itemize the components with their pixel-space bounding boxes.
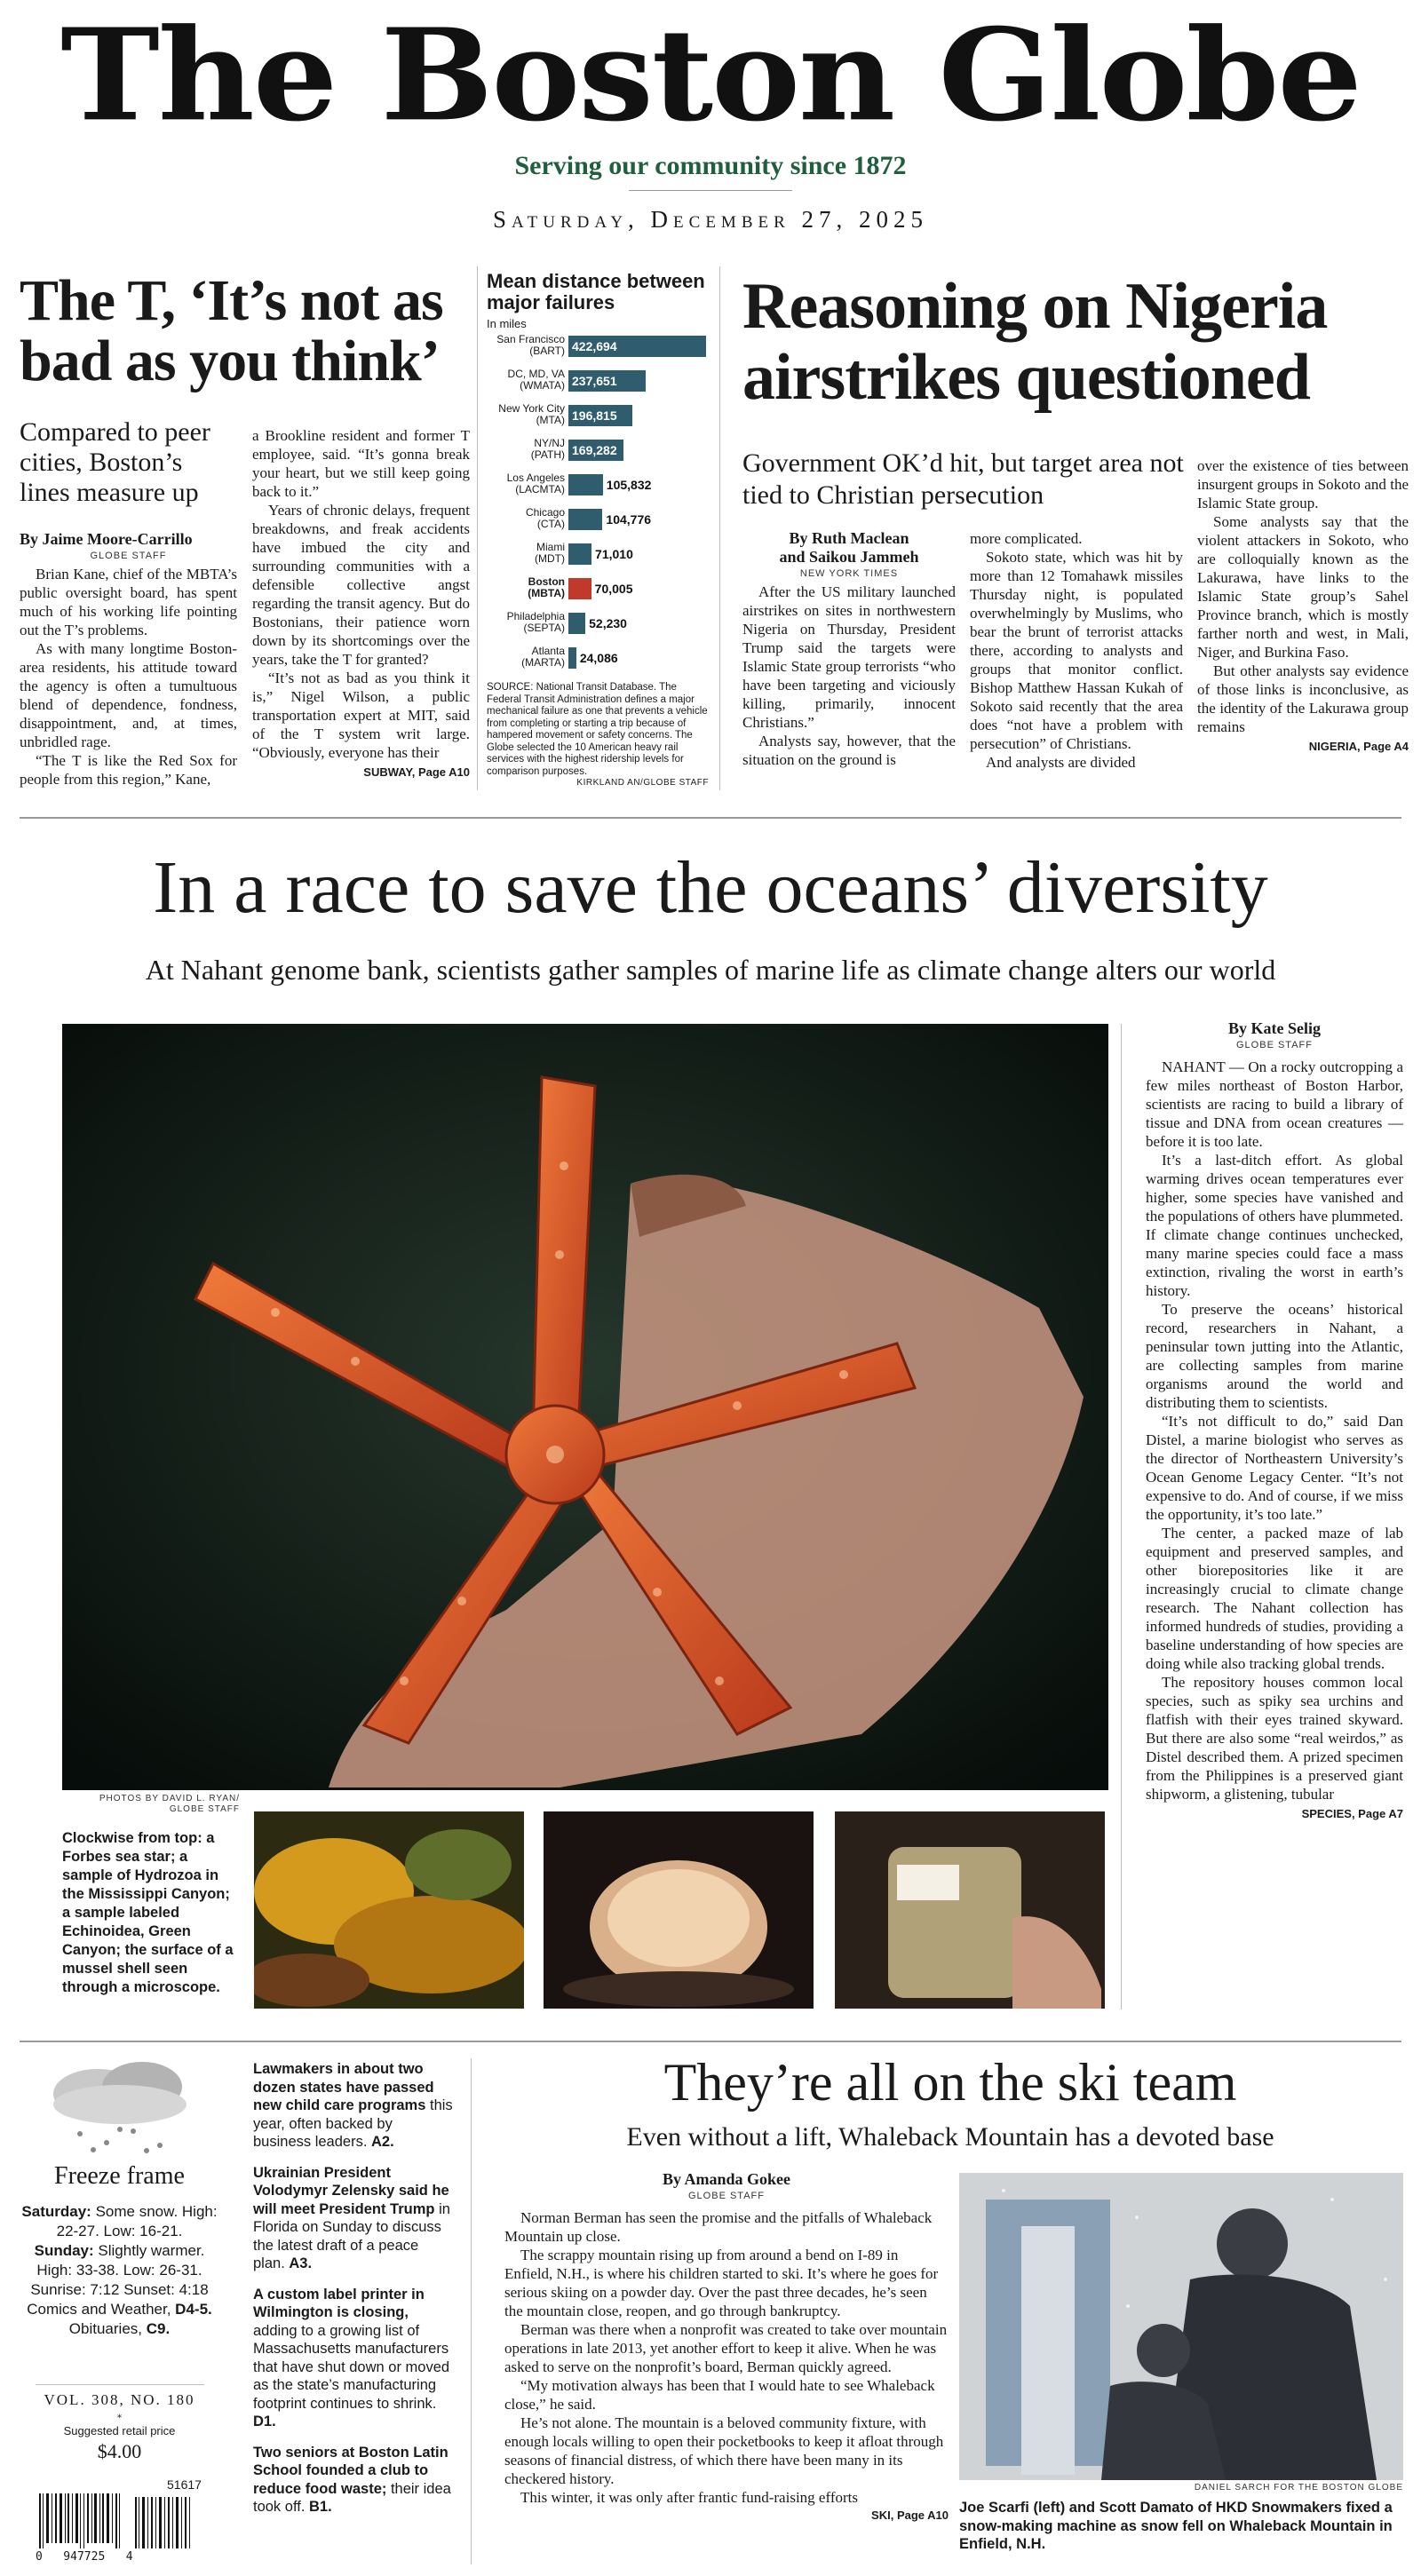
brief-page: D1. [253, 2414, 276, 2429]
staff-credit: GLOBE STAFF [1236, 1040, 1313, 1050]
obituaries-index [20, 2319, 219, 2339]
deck-oceans: At Nahant genome bank, scientists gather samples of marine life as climate change alters our world [145, 954, 1276, 986]
brief-page: A3. [289, 2255, 313, 2271]
chart-value-label: 70,005 [594, 582, 633, 596]
paragraph: Brian Kane, chief of the MBTA’s public oversight board, has spent much of his working life pointing out the T’s problems. [20, 566, 237, 638]
transit-col-2 [252, 426, 470, 779]
weather-day: Saturday: [21, 2203, 91, 2220]
nigeria-col-1 [742, 529, 956, 769]
transit-failure-chart [487, 271, 709, 786]
headline-oceans[interactable]: In a race to save the oceans’ diversity [153, 846, 1268, 929]
paragraph: After the US military launched airstrikes on sites in northwestern Nigeria on Thursday, President Trump said the targets were Islamic State group terrorists “who have been targeting and viciously killing, primarily, innocent Christians.” [742, 583, 956, 731]
transit-body-1 [20, 565, 237, 789]
deck-transit: Compared to peer cities, Boston’s lines measure up [20, 417, 210, 507]
chart-category-label: NY/NJ (PATH) [530, 437, 565, 461]
transit-body-2 [252, 426, 470, 762]
byline-ski: By Amanda Gokee [662, 2170, 791, 2188]
brief-text: in Florida on Sunday to discuss the latest draft of a peace plan. [253, 2200, 450, 2271]
headline-ski[interactable]: They’re all on the ski team [663, 2053, 1237, 2112]
brief-lead: Lawmakers in about two dozen states have passed new child care programs [253, 2061, 434, 2113]
weather-saturday [20, 2202, 219, 2241]
weather-icon-graphic [36, 2058, 204, 2156]
nigeria-col-2 [970, 529, 1183, 772]
chart-row [487, 642, 709, 677]
paragraph: It’s a last-ditch effort. As global warming drives ocean temperatures ever higher, some species have vanished and the populations of others have plummeted. If climate change continues unchecked, many marine species could face a mass extinction, rivaling the worst in earth’s history. [1146, 1152, 1403, 1299]
brief-item[interactable] [253, 2444, 453, 2517]
chart-row [487, 330, 709, 365]
transit-col-1 [20, 530, 237, 789]
snow-cloud-icon [36, 2058, 204, 2156]
weather-text: Slightly warmer. High: 33-38. Low: 26-31. [36, 2242, 205, 2279]
paragraph: He’s not alone. The mountain is a beloved community fixture, with enough locals willing to open their pocketbooks to keep it afloat through seasons of financial distress, of which there have been many in its checkered history. [504, 2414, 944, 2487]
paragraph: over the existence of ties between insurgent groups in Sokoto and the Islamic State group. [1197, 457, 1409, 511]
brief-item[interactable] [253, 2286, 453, 2431]
comics-index [20, 2300, 219, 2319]
section-divider [20, 817, 1401, 819]
weather-sunday [20, 2241, 219, 2280]
chart-category-label: Philadelphia (SEPTA) [506, 610, 565, 634]
chart-row [487, 469, 709, 503]
nigeria-body-2 [970, 529, 1183, 772]
paragraph: NAHANT — On a rocky outcropping a few miles northeast of Boston Harbor, scientists are racing to build a library of tissue and DNA from ocean creatures — before it is too late. [1146, 1058, 1403, 1150]
chart-row [487, 538, 709, 573]
paragraph: To preserve the oceans’ historical record, researchers in Nahant, a peninsular town jutting into the Atlantic, are collecting samples from marine organisms around the world and distributing them to scientists. [1146, 1301, 1403, 1411]
photo-caption: Clockwise from top: a Forbes sea star; a sample of Hydrozoa in the Mississippi Canyon; a sample labeled Echinoidea, Green Canyon; the surface of a mussel shell seen through a microscope. [62, 1830, 234, 1995]
nigeria-body-3 [1197, 456, 1409, 736]
paragraph: a Brookline resident and former T employee, said. “It’s gonna break your heart, but we still keep going back to it.” [252, 427, 470, 500]
index-page[interactable]: D4-5. [175, 2301, 212, 2318]
chart-bar [568, 613, 585, 634]
chart-row [487, 503, 709, 538]
chart-bar [568, 474, 603, 495]
brief-text: this year, often backed by business leaders. [253, 2097, 453, 2150]
chart-bar [568, 578, 591, 599]
photo-credit [62, 1794, 240, 1815]
paragraph: “It’s not as bad as you think it is,” Nigel Wilson, a public transportation expert at MIT, said of the T system writ large. “Obviously, everyone has their [252, 670, 470, 761]
paragraph: The repository houses common local species, such as spiky sea urchins and flatfish with their eyes trained skyward. But there are also some “real weirdos,” as Distel described them. A prized specimen from the Philippines is a preserved giant shipworm, a glistening, tubular [1146, 1674, 1403, 1803]
chart-credit: KIRKLAND AN/GLOBE STAFF [576, 778, 709, 788]
brief-text: adding to a growing list of Massachusetts manufacturers that have shut down or moved as the state’s manufacturing footprint continues to shrink. [253, 2322, 450, 2412]
chart-bar [568, 509, 602, 530]
chart-category-label: Boston (MBTA) [528, 575, 565, 599]
chart-value-label: 24,086 [579, 651, 618, 665]
chart-category-label: Chicago (CTA) [525, 506, 565, 530]
volume-number: VOL. 308, NO. 180 [44, 2391, 195, 2408]
brief-text: their idea took off. [253, 2480, 451, 2515]
photo-credit: DANIEL SARCH FOR THE BOSTON GLOBE [1194, 2483, 1403, 2493]
chart-category-label: Los Angeles (LACMTA) [506, 472, 565, 495]
headline-transit[interactable]: The T, ‘It’s not as bad as you think’ [20, 268, 443, 393]
sample-jar-photo[interactable] [835, 1811, 1105, 2009]
jump-link-ski[interactable]: SKI, Page A10 [871, 2509, 949, 2522]
oceans-body [1146, 1058, 1403, 1803]
price: $4.00 [97, 2440, 142, 2462]
chart-row [487, 573, 709, 607]
byline-transit: By Jaime Moore-Carrillo [20, 530, 193, 548]
barcode-addon: 51617 [167, 2477, 202, 2492]
masthead-title[interactable]: The Boston Globe [60, 1, 1361, 150]
paragraph: “It’s not difficult to do,” said Dan Distel, a marine biologist who serves as the director of Northeastern University’s Ocean Genome Legacy Center. “It’s not expensive to do. And of course, if we miss the opportunity, it’s too late.” [1146, 1413, 1403, 1523]
paragraph: But other analysts say evidence of those links is inconclusive, as the identity of the Lakurawa group remains [1197, 662, 1409, 735]
paragraph: The center, a packed maze of lab equipment and preserved samples, and other biorepositories like it are increasingly crucial to climate change research. The Nahant collection has informed hundreds of studies, providing a baseline understanding of how species are doing while also tracking global trends. [1146, 1525, 1403, 1672]
photo-credit-line: GLOBE STAFF [169, 1804, 240, 1814]
sea-star-photo[interactable] [62, 1024, 1108, 1790]
headline-nigeria[interactable]: Reasoning on Nigeria airstrikes questioned [742, 270, 1328, 414]
news-briefs [253, 2060, 453, 2517]
urchin-illustration [544, 1811, 814, 2009]
nigeria-body-1 [742, 583, 956, 769]
hydrozoa-photo[interactable] [254, 1811, 524, 2009]
jump-link-species[interactable]: SPECIES, Page A7 [1301, 1807, 1403, 1820]
jump-link-subway[interactable]: SUBWAY, Page A10 [363, 765, 470, 779]
paragraph: Years of chronic delays, frequent breakdowns, and freak accidents have imbued the city and surrounding communities with a defensible collective angst regarding the transit agency. But do Bostonians, their patience worn down by its shortcomings over the years, take the T for granted? [252, 502, 470, 668]
brief-page: B1. [309, 2499, 332, 2515]
column-rule [1121, 1024, 1122, 2009]
column-rule [471, 2058, 472, 2564]
chart-value-label: 196,815 [572, 408, 617, 423]
byline-oceans: By Kate Selig [1228, 1019, 1321, 1037]
byline-nigeria-1: By Ruth Maclean [789, 529, 909, 547]
divider [36, 2384, 204, 2385]
paragraph: The scrappy mountain rising up from around a bend on I-89 in Enfield, N.H., is where his children started to ski. It’s where he goes for serious skiing on a powder day. Over the past three decades, he’s seen the mountain close, reopen, and go through bankruptcy. [504, 2247, 939, 2319]
staff-credit: GLOBE STAFF [90, 551, 167, 561]
sea-star-illustration [62, 1024, 1108, 1790]
ski-body [504, 2208, 949, 2507]
barcode-digits: 0 947725 4 [36, 2550, 133, 2564]
brief-item[interactable] [253, 2060, 453, 2152]
chart-row [487, 365, 709, 400]
index-label: Obituaries, [68, 2320, 147, 2337]
staff-credit: GLOBE STAFF [688, 2191, 765, 2201]
sea-urchin-photo[interactable] [544, 1811, 814, 2009]
deck-nigeria: Government OK’d hit, but target area not tied to Christian persecution [742, 448, 1184, 510]
weather-day: Sunday: [34, 2242, 94, 2259]
staff-credit: NEW YORK TIMES [799, 568, 899, 579]
paragraph: more complicated. [970, 530, 1083, 547]
chart-value-label: 71,010 [595, 547, 633, 561]
paragraph: Berman was there when a nonprofit was created to take over mountain operations in late 2013, yet another effort to keep it alive. When he was asked to serve on the nonprofit’s board, Berman quickly agreed. [504, 2321, 948, 2375]
ski-article [504, 2170, 949, 2522]
index-page[interactable]: C9. [146, 2320, 171, 2337]
paragraph: Analysts say, however, that the situation on the ground is [742, 733, 956, 768]
chart-category-label: Miami (MDT) [535, 541, 565, 565]
brief-page: A2. [371, 2134, 394, 2150]
jump-link-nigeria[interactable]: NIGERIA, Page A4 [1308, 740, 1409, 753]
oceans-article [1146, 1019, 1403, 1820]
chart-value-label: 104,776 [606, 512, 652, 527]
section-divider [20, 2041, 1401, 2042]
chart-row [487, 607, 709, 642]
brief-lead: Two seniors at Boston Latin School founded a club to reduce food waste; [253, 2444, 449, 2497]
chart-category-label: New York City (MTA) [498, 402, 565, 426]
chart-row [487, 400, 709, 434]
chart-value-label: 169,282 [572, 443, 617, 457]
star-mark: * [117, 2414, 122, 2423]
masthead-tagline: Serving our community since 1872 [514, 151, 907, 180]
byline-nigeria-2: and Saikou Jammeh [779, 548, 919, 566]
snowmakers-illustration [959, 2173, 1403, 2480]
column-rule [477, 266, 478, 790]
chart-source-note: SOURCE: National Transit Database. The Federal Transit Administration defines a major mechanical failure as one that prevents a vehicle from completing or starting a trip because of hampered movement or safety concerns. The Globe selected the 10 American heavy rail services with the highest ridership levels for comparison purposes. [487, 682, 708, 777]
paragraph: And analysts are divided [986, 754, 1136, 771]
chart-title: Mean distance between major failures [487, 270, 705, 313]
sun-times: Sunrise: 7:12 Sunset: 4:18 [30, 2281, 209, 2298]
price-label: Suggested retail price [63, 2424, 176, 2437]
chart-category-label: DC, MD, VA (WMATA) [507, 368, 565, 392]
chart-unit-label: In miles [487, 317, 527, 330]
snowmakers-photo[interactable] [959, 2173, 1403, 2480]
paragraph: Some analysts say that the violent attackers in Sokoto, who are colloquially known as the Lakurawa, have links to the Islamic State group’s Sahel Province branch, which is mostly farther north and west, in Mali, Niger, and Burkina Faso. [1197, 513, 1409, 661]
chart-value-label: 422,694 [572, 339, 617, 353]
nigeria-col-3 [1197, 456, 1409, 753]
paragraph: Norman Berman has seen the promise and the pitfalls of Whaleback Mountain up close. [504, 2209, 933, 2245]
brief-lead: A custom label printer in Wilmington is closing, [253, 2286, 425, 2320]
paragraph: Sokoto state, which was hit by more than 12 Tomahawk missiles Thursday night, is populated overwhelmingly by Muslims, who bear the brunt of terrorist attacks there, according to analysts and groups that monitor conflict. Bishop Matthew Hassan Kukah of Sokoto said recently that the area does “not have a problem with persecution” of Christians. [970, 549, 1183, 752]
weather-text: Some snow. High: 22-27. Low: 16-21. [56, 2203, 218, 2239]
chart-category-label: Atlanta (MARTA) [521, 645, 565, 669]
chart-bars [487, 330, 709, 677]
brief-item[interactable] [253, 2164, 453, 2273]
paragraph: “My motivation always has been that I would hate to see Whaleback close,” he said. [504, 2377, 935, 2413]
paragraph: “The T is like the Red Sox for people from this region,” Kane, [20, 752, 237, 788]
barcode [36, 2477, 213, 2566]
weather-title: Freeze frame [54, 2162, 185, 2190]
chart-value-label: 237,651 [572, 374, 617, 388]
weather-forecast [20, 2202, 219, 2339]
index-label: Comics and Weather, [27, 2301, 176, 2318]
jar-illustration [835, 1811, 1105, 2009]
tagline-divider [629, 190, 792, 191]
chart-value-label: 105,832 [606, 478, 652, 492]
paragraph: As with many longtime Boston-area residents, his attitude toward the agency is often a tumultuous blend of dependence, fondness, disappointment, and, at times, unbridled rage. [20, 640, 237, 750]
chart-category-label: San Francisco (BART) [496, 333, 565, 357]
paragraph: This winter, it was only after frantic fund-raising efforts [520, 2489, 858, 2506]
barcode-bars [36, 2493, 213, 2548]
brief-lead: Ukrainian President Volodymyr Zelensky said he will meet President Trump [253, 2164, 449, 2217]
column-rule [719, 266, 720, 790]
chart-value-label: 52,230 [589, 616, 627, 630]
edition-date: Saturday, December 27, 2025 [492, 206, 929, 233]
photo-credit-line: PHOTOS BY DAVID L. RYAN/ [99, 1794, 240, 1803]
chart-row [487, 434, 709, 469]
photo-caption: Joe Scarfi (left) and Scott Damato of HKD Snowmakers fixed a snow-making machine as snow fell on Whaleback Mountain in Enfield, N.H. [959, 2500, 1393, 2552]
chart-bar [568, 647, 576, 669]
deck-ski: Even without a lift, Whaleback Mountain has a devoted base [626, 2122, 1274, 2152]
hydrozoa-illustration [254, 1811, 524, 2009]
chart-bar [568, 543, 591, 565]
